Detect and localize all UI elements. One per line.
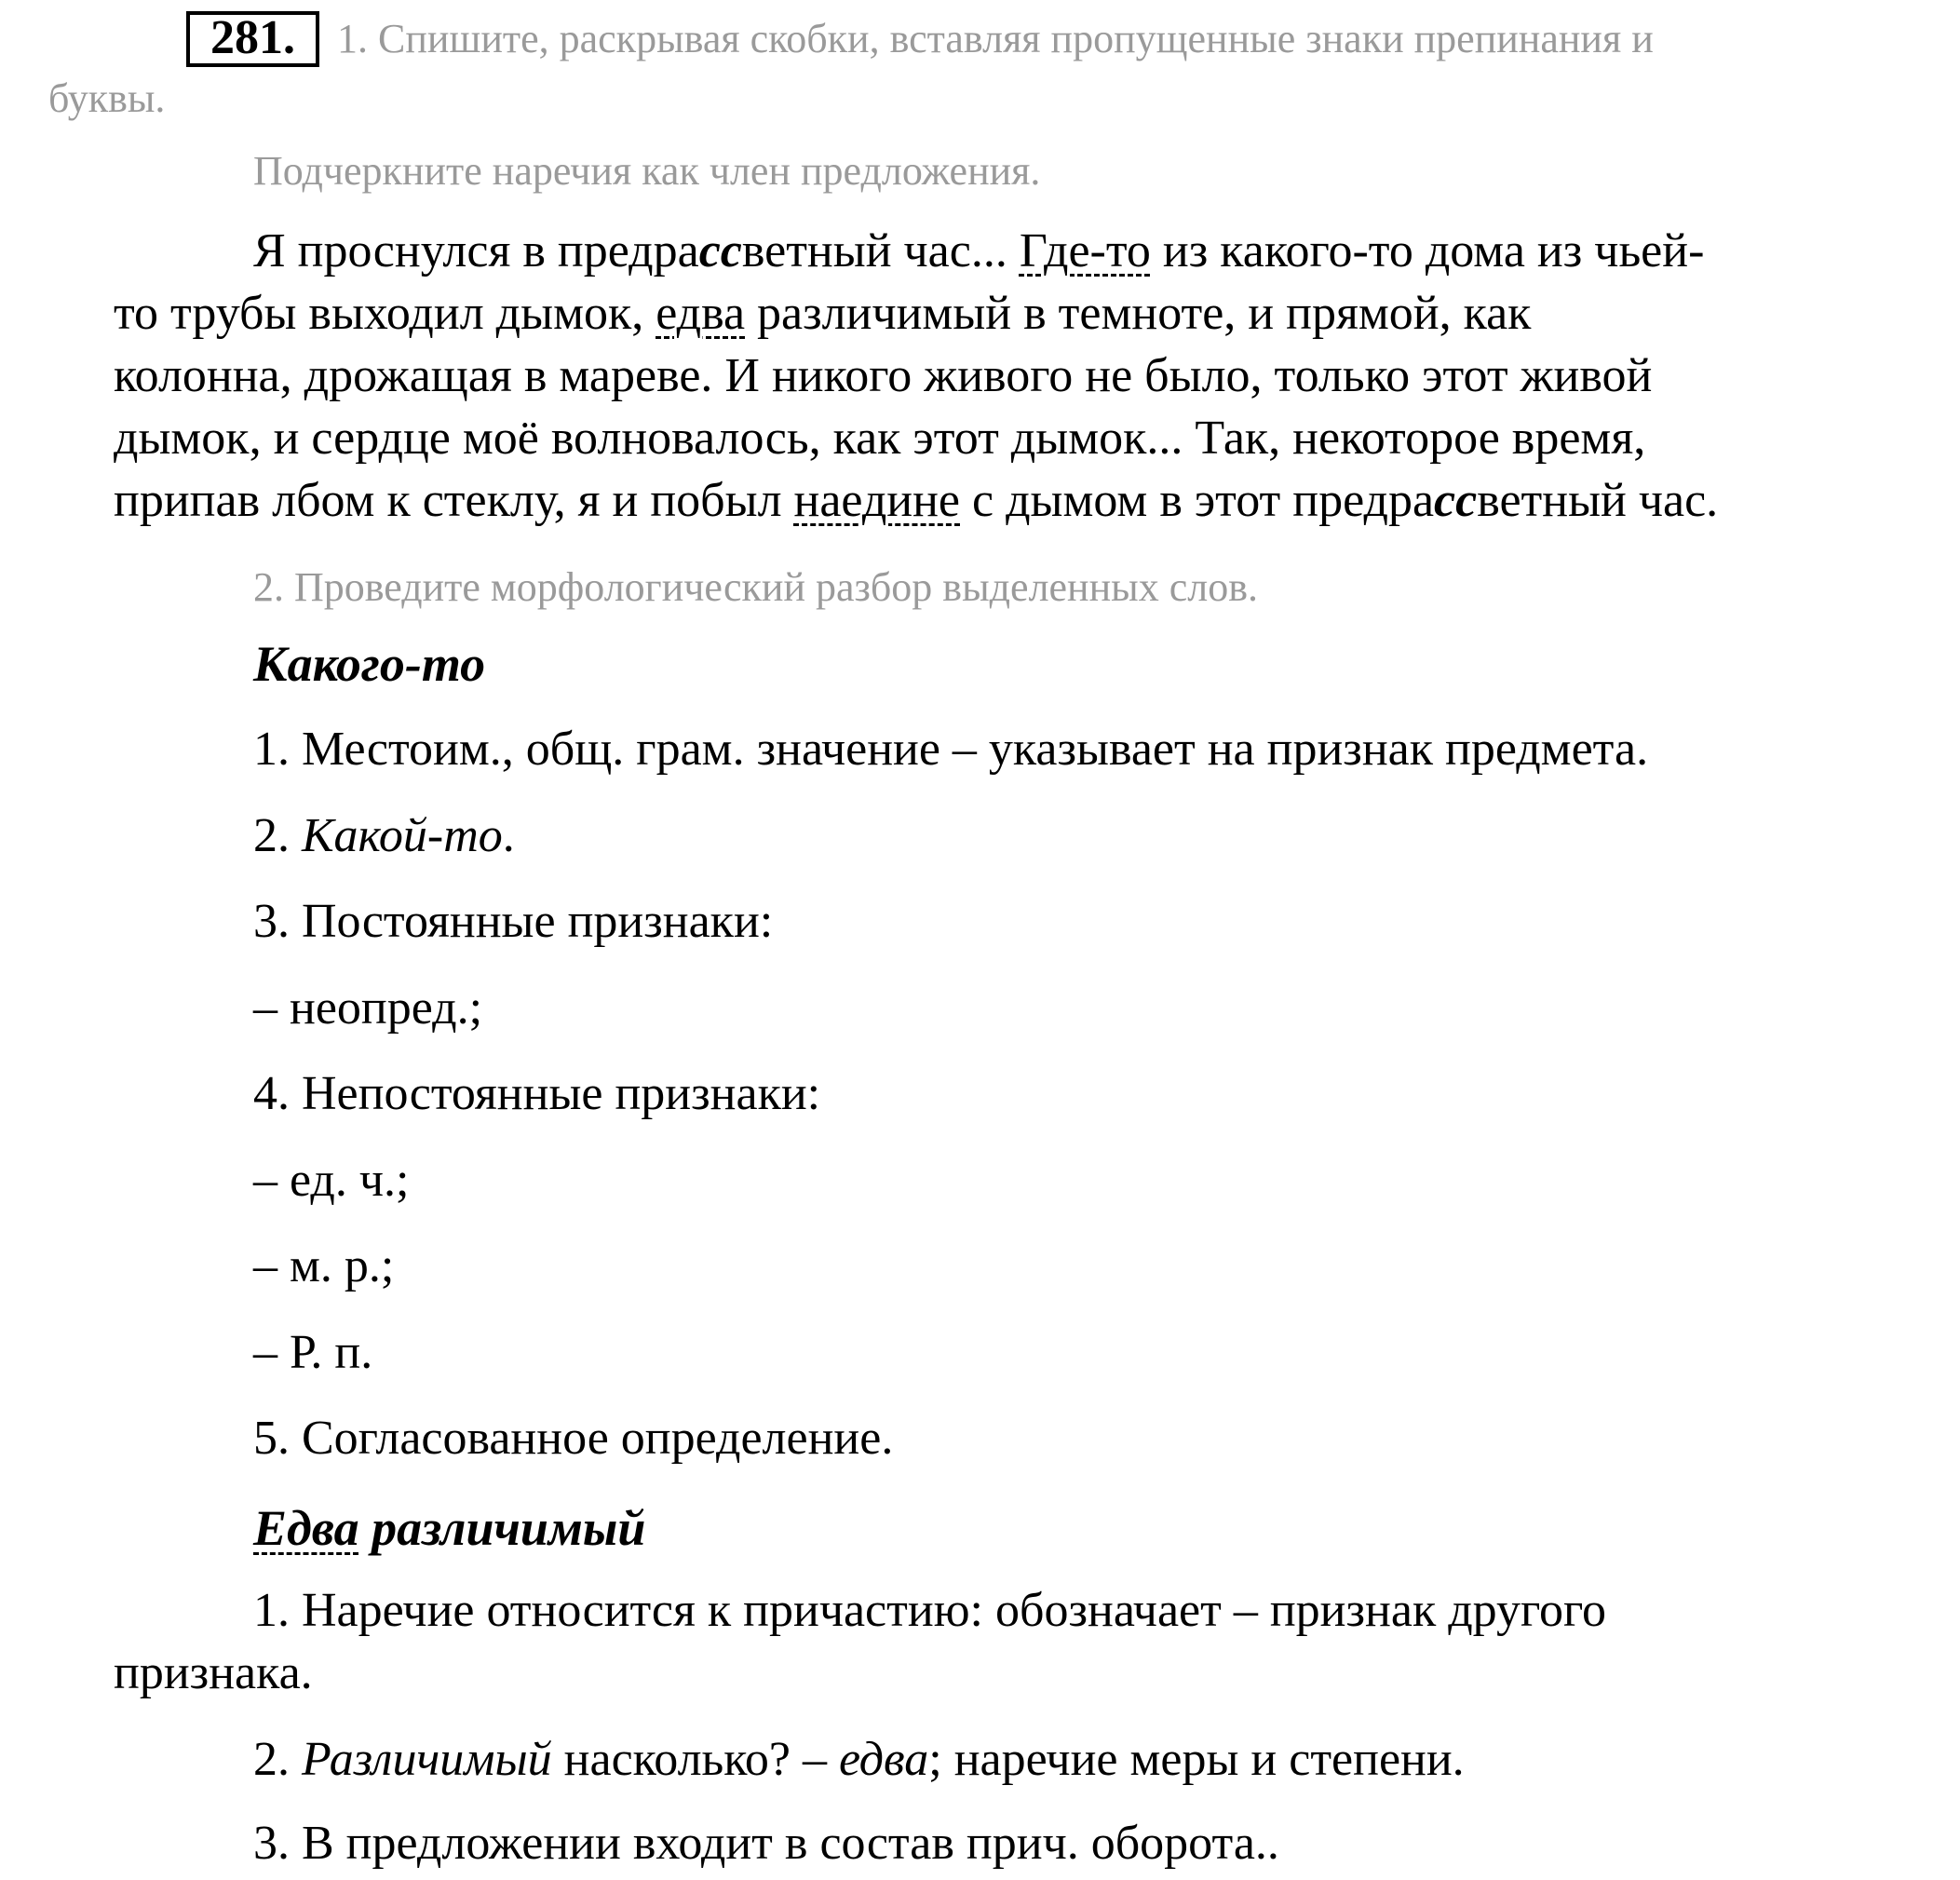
analysis-1-heading: Какого-то [253,636,486,692]
passage-line-5 [114,473,1718,528]
task-number: 281. [186,11,319,67]
passage-text: припав лбом к стеклу, я и побыл [114,474,794,527]
passage-line-2 [114,286,1531,341]
analysis-1-item-4-a: – ед. ч.; [253,1154,410,1207]
passage-text: то трубы выходил дымок, [114,287,656,340]
analysis-1-item-4-c: – Р. п. [253,1326,373,1379]
initial-form: Какой-то [302,809,503,862]
underlined-adverb: Едва [253,1500,359,1556]
instruction-1-line-c: Подчеркните наречия как член предложения. [253,148,1041,194]
analysis-1-item-4-b: – м. р.; [253,1239,395,1292]
item-number: 2. [253,809,302,862]
word: едва [838,1733,929,1786]
analysis-1-item-3: 3. Постоянные признаки: [253,895,774,948]
analysis-2-heading [253,1499,645,1557]
passage-line-4: дымок, и сердце моё волновалось, как этот дымок... Так, некоторое время, [114,412,1646,465]
analysis-1-item-4: 4. Непостоянные признаки: [253,1067,821,1120]
underlined-adverb: наедине [793,474,961,527]
item-text: насколько? – [551,1733,839,1786]
inserted-letters: сс [698,224,742,277]
passage-text: Я проснулся в предра [253,224,699,277]
analysis-1-item-5: 5. Согласованное определение. [253,1412,894,1465]
analysis-1-item-2 [253,808,515,863]
item-text: . [502,809,515,862]
passage-line-1 [253,223,1704,278]
analysis-1-item-3-a: – неопред.; [253,981,483,1035]
underlined-adverb: Где-то [1019,224,1151,277]
analysis-2-item-1-line-b: признака. [114,1646,313,1699]
analysis-1-item-1: 1. Местоим., общ. грам. значение – указывает на признак предмета. [253,723,1649,776]
heading-text: различимый [358,1500,646,1556]
passage-text: различимый в темноте, и прямой, как [745,287,1532,340]
analysis-2-item-3: 3. В предложении входит в состав прич. оборота.. [253,1817,1279,1870]
word: Различимый [302,1733,552,1786]
instruction-1-line-a: 1. Спишите, раскрывая скобки, вставляя пропущенные знаки препинания и [337,16,1654,61]
instruction-2: 2. Проведите морфологический разбор выделенных слов. [253,564,1258,610]
inserted-letters: сс [1434,474,1478,527]
item-text: ; наречие меры и степени. [928,1733,1465,1786]
analysis-2-item-1-line-a: 1. Наречие относится к причастию: обозначает – признак другого [253,1584,1607,1637]
passage-text: из какого-то дома из чьей- [1150,224,1705,277]
passage-text: с дымом в этот предра [960,474,1435,527]
passage-text: ветный час... [741,224,1020,277]
analysis-2-item-2 [253,1732,1465,1787]
instruction-1-line-b: буквы. [48,75,166,121]
passage-line-3: колонна, дрожащая в мареве. И никого живого не было, только этот живой [114,349,1653,402]
passage-text: ветный час. [1477,474,1719,527]
underlined-adverb: едва [656,287,746,340]
item-number: 2. [253,1733,302,1786]
